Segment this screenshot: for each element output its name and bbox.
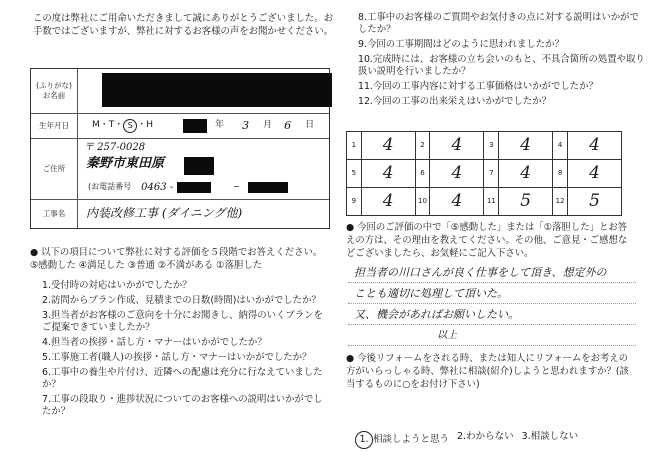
comment-instructions-text: 今回のご評価の中で「⑤感動した」または「①落胆した」とお答えの方は、その理由を教えてください。その他、ご意見・ご感想などございましたら、お気軽にご記入下さい。 [346,222,628,259]
comment-line [348,283,636,304]
question-item: 3.担当者がお客様のご意向を十分にお聞きし、納得のいくプランをご提案できていましたか？ [42,310,323,333]
question-item: 12.今回の工事の出来栄えはいかがでしたか？ [358,96,552,107]
reform-question: ● 今後リフォームをされる時、または知人にリフォームをお考えの方がいらっしゃる時、弊社に相談(紹介)しようと思われますか？(該当するものに○をお付け下さい) [346,353,629,390]
score-number: 2 [415,132,430,160]
name-row [31,69,329,113]
month-suffix: 月 [263,120,273,131]
comment-text: 又、機会があればお願いしたい。 [354,307,519,321]
question-item: 2.訪問からプラン作成、見積までの日数(時間)はいかがでしたか？ [42,295,321,306]
address-value [78,139,329,199]
era-options: M・T・ [92,120,124,131]
choice-1[interactable] [355,431,449,449]
reform-question-text: 今後リフォームをされる時、または知人にリフォームをお考えの方がいらっしゃる時、弊社に相談(紹介)しようと思われますか？(該当するものに○をお付け下さい) [346,353,629,390]
postal-code: 〒 257-0028 [84,142,146,153]
name-label: (ふりがな) お名前 [31,69,78,113]
score-number: 9 [347,188,362,216]
comment-text: 担当者の川口さんが良く仕事をして頂き、想定外の [354,265,607,279]
address-row [31,138,329,199]
score-value[interactable]: 4 [499,160,553,188]
comment-signature: 以上 [437,330,457,341]
phone-separator: − [233,182,240,192]
comment-lines [348,262,636,346]
question-item: 4.担当者の挨拶・話し方・マナーはいかがでしたか？ [42,337,267,348]
referral-choices [355,431,578,449]
redacted-address [184,157,214,175]
question-item: 9.今回の工事期間はどのように思われましたか？ [358,39,564,50]
score-number: 10 [415,188,430,216]
score-number: 5 [347,160,362,188]
score-value[interactable]: 5 [499,188,553,216]
score-value[interactable]: 4 [430,132,484,160]
phone-number: 0463 - [141,182,174,193]
score-value[interactable]: 4 [499,132,553,160]
address-text: 秦野市東田原 [86,156,165,171]
score-grid [346,131,622,216]
score-value[interactable]: 4 [361,160,415,188]
dob-month: 3 [242,118,250,132]
score-number: 3 [484,132,499,160]
work-name: 内装改修工事 (ダイニング他) [86,206,243,221]
question-item: 8.工事中のお客様のご質問やお気付きの点に対する説明はいかがでしたか？ [358,12,639,35]
intro-text: この度は弊社にご用命いただきまして誠にありがとうございました。お手数ではございますが、弊社に対するお客様の声をお聞かせください。 [33,13,334,37]
era-rest: ・H [137,120,154,131]
redacted-phone-2 [248,182,288,193]
comment-line [348,262,636,283]
question-list-right [358,12,648,111]
comment-line [348,325,636,346]
day-suffix: 日 [305,120,315,131]
rating-instructions-text: 以下の項目について弊社に対する評価を５段階でお答えください。⑤感動した ④満足した ③普通 ②不満がある ①落胆した [30,247,323,271]
address-label: ご住所 [31,139,78,199]
dob-row [31,113,329,138]
score-value[interactable]: 4 [568,132,622,160]
score-value[interactable]: 4 [430,160,484,188]
redacted-year [183,119,207,133]
dob-label: 生年月日 [31,114,78,138]
score-number: 8 [553,160,568,188]
redacted-phone-1 [177,182,211,193]
score-row [347,132,622,160]
dob-day: 6 [284,118,292,132]
score-number: 12 [553,188,568,216]
work-row [31,199,329,228]
comment-text: ことも適切に処理して頂いた。 [354,286,508,300]
choice-1-circle: 1. [355,431,373,449]
score-number: 1 [347,132,362,160]
phone-label: (お電話番号 [88,182,132,192]
choice-1-label: 相談しようと思う [373,433,450,445]
question-item: 1.受付時の対応はいかがでしたか？ [42,280,192,291]
score-row [347,188,622,216]
score-number: 4 [553,132,568,160]
score-value[interactable]: 4 [568,160,622,188]
score-value[interactable]: 4 [430,188,484,216]
score-value[interactable]: 4 [361,132,415,160]
comment-instructions: ● 今回のご評価の中で「⑤感動した」または「①落胆した」とお答えの方は、その理由を教えてください。その他、ご意見・ご感想などございましたら、お気軽にご記入下さい。 [346,222,628,259]
comment-line [348,304,636,325]
question-item: 6.工事中の養生や片付け、近隣への配慮は充分に行なえていましたか？ [42,367,323,390]
choice-2[interactable]: 2.わからない [457,431,514,442]
work-value [78,200,329,228]
question-item: 10.完成時には、お客様の立ち会いのもと、不具合箇所の処置や取り扱い説明を行いましたか？ [358,54,645,77]
phone-line [88,181,288,194]
rating-instructions: ● 以下の項目について弊社に対する評価を５段階でお答えください。⑤感動した ④満足した ③普通 ②不満がある ①落胆した [30,247,323,271]
name-value [78,69,329,113]
score-number: 7 [484,160,499,188]
year-suffix: 年 [215,120,225,131]
score-number: 11 [484,188,499,216]
era-circled: S [123,119,137,133]
customer-info-table [30,68,330,229]
question-item: 11.今回の工事内容に対する工事価格はいかがでしたか？ [358,81,598,92]
score-value[interactable]: 4 [361,188,415,216]
question-item: 7.工事の段取り・進捗状況についてのお客様への説明はいかがでしたか？ [42,394,323,417]
score-value[interactable]: 5 [568,188,622,216]
choice-3[interactable]: 3.相談しない [521,431,579,442]
question-list-left [42,280,327,421]
dob-value [78,114,329,138]
score-number: 6 [415,160,430,188]
question-item: 5.工事施工者(職人)の挨拶・話し方・マナーはいかがでしたか？ [42,352,312,363]
score-row [347,160,622,188]
work-label: 工事名 [31,200,78,228]
redacted-name [102,73,332,107]
